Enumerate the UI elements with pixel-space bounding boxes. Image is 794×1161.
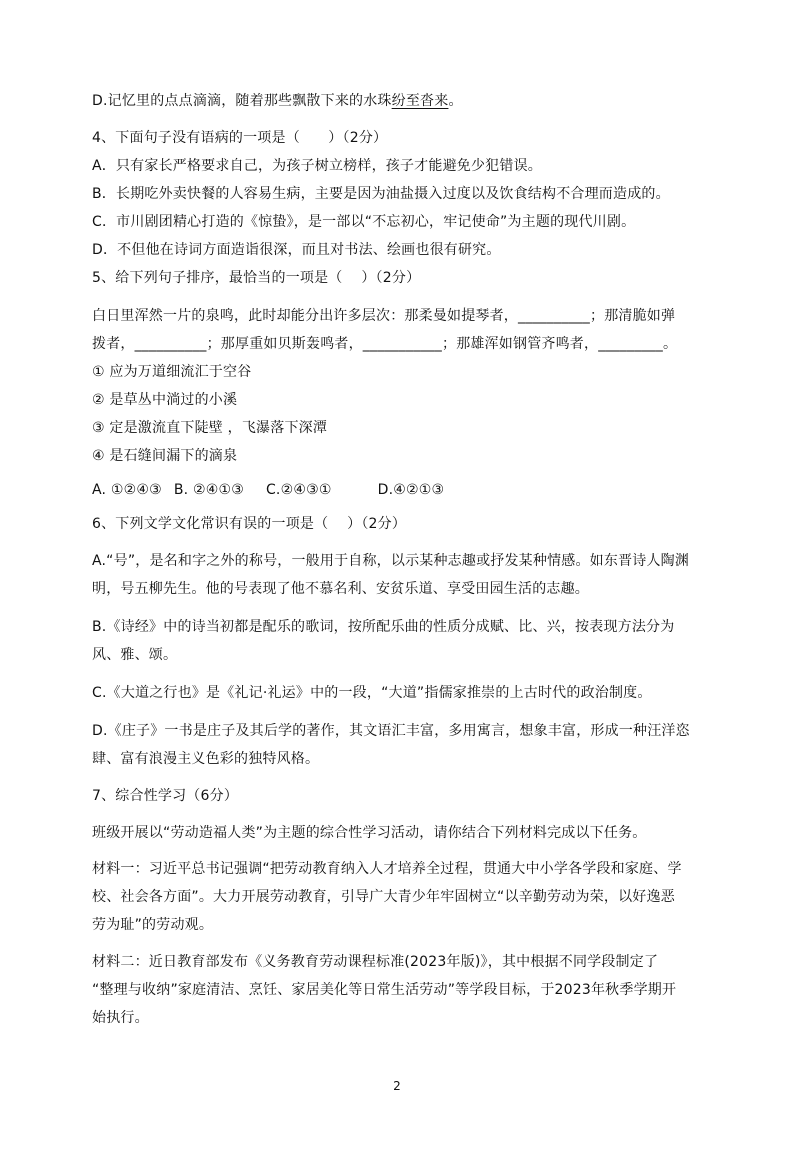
q5-passage-line: 拨者，__________；那厚重如贝斯轰鸣者，___________；那雄浑如钢管齐鸣者，_________。 <box>92 336 678 352</box>
q6-option-b-cont: 风、雅、颂。 <box>92 647 178 663</box>
q6-option-d: D.《庄子》一书是庄子及其后学的著作，其文语汇丰富，多用寓言，想象丰富，形成一种汪洋恣 <box>92 723 690 739</box>
q5-item-2: ② 是草丛中淌过的小溪 <box>92 392 238 408</box>
q6-option-a: A.“号”，是名和字之外的称号，一般用于自称，以示某种志趣或抒发某种情感。如东晋诗人陶渊 <box>92 553 690 569</box>
q5-choice-c: C.②④③① <box>265 482 332 498</box>
q3-option-d <box>92 91 463 111</box>
q7-material-2-cont: 始执行。 <box>92 1010 149 1026</box>
q7-material-1-cont: 劳为耻”的劳动观。 <box>92 917 214 933</box>
q4-option-a: A．只有家长严格要求自己，为孩子树立榜样，孩子才能避免少犯错误。 <box>92 158 542 174</box>
q5-item-1: ① 应为万道细流汇于空谷 <box>92 364 252 380</box>
q5-passage-line: 白日里浑然一片的泉鸣，此时却能分出许多层次：那柔曼如提琴者，__________；那清脆如弹 <box>92 308 676 324</box>
q7-material-2: 材料二：近日教育部发布《义务教育劳动课程标准(2023年版)》，其中根据不同学段制定了 <box>92 954 659 970</box>
q4-option-b: B．长期吃外卖快餐的人容易生病，主要是因为油盐摄入过度以及饮食结构不合理而造成的。 <box>92 186 670 202</box>
q6-option-c: C.《大道之行也》是《礼记·礼运》中的一段，“大道”指儒家推崇的上古时代的政治制度。 <box>92 685 652 701</box>
q5-choice-b: B. ②④①③ <box>173 482 244 498</box>
q5-choice-d: D.④②①③ <box>377 482 445 498</box>
q3-option-d-end: 。 <box>448 93 463 109</box>
q5-item-4: ④ 是石缝间漏下的滴泉 <box>92 448 238 464</box>
page-number: 2 <box>393 1079 401 1093</box>
q5-choice-a: A. ①②④③ <box>92 482 162 498</box>
q6-option-d-cont: 肆、富有浪漫主义色彩的独特风格。 <box>92 751 320 767</box>
q3-option-d-underlined: 纷至沓来 <box>391 93 449 109</box>
q6-option-a-cont: 明，号五柳先生。他的号表现了他不慕名利、安贫乐道、享受田园生活的志趣。 <box>92 581 589 597</box>
q4-stem: 4、下面句子没有语病的一项是（ ）（2分） <box>92 130 388 146</box>
q7-stem: 7、综合性学习（6分） <box>92 788 239 804</box>
q5-stem: 5、给下列句子排序，最恰当的一项是（ ）（2分） <box>92 270 421 286</box>
q4-option-d: D．不但他在诗词方面造诣很深，而且对书法、绘画也很有研究。 <box>92 242 501 258</box>
q3-option-d-text: D.记忆里的点点滴滴，随着那些飘散下来的水珠 <box>92 93 392 109</box>
q7-material-2-cont: “整理与收纳”家庭清洁、烹饪、家居美化等日常生活劳动”等学段目标，于2023年秋季学期开 <box>92 982 677 998</box>
q7-intro: 班级开展以“劳动造福人类”为主题的综合性学习活动，请你结合下列材料完成以下任务。 <box>92 825 647 841</box>
q7-material-1-cont: 校、社会各方面”。大力开展劳动教育，引导广大青少年牢固树立“以辛勤劳动为荣，以好逸恶 <box>92 889 675 905</box>
q5-choices <box>92 480 444 500</box>
q7-material-1: 材料一：习近平总书记强调“把劳动教育纳入人才培养全过程，贯通大中小学各学段和家庭、学 <box>92 861 682 877</box>
q4-option-c: C．市川剧团精心打造的《惊蛰》，是一部以“不忘初心，牢记使命”为主题的现代川剧。 <box>92 214 636 230</box>
q6-stem: 6、下列文学文化常识有误的一项是（ ）（2分） <box>92 516 407 532</box>
q6-option-b: B.《诗经》中的诗当初都是配乐的歌词，按所配乐曲的性质分成赋、比、兴，按表现方法分为 <box>92 619 675 635</box>
q5-item-3: ③ 定是激流直下陡壁 ，飞瀑落下深潭 <box>92 420 328 436</box>
